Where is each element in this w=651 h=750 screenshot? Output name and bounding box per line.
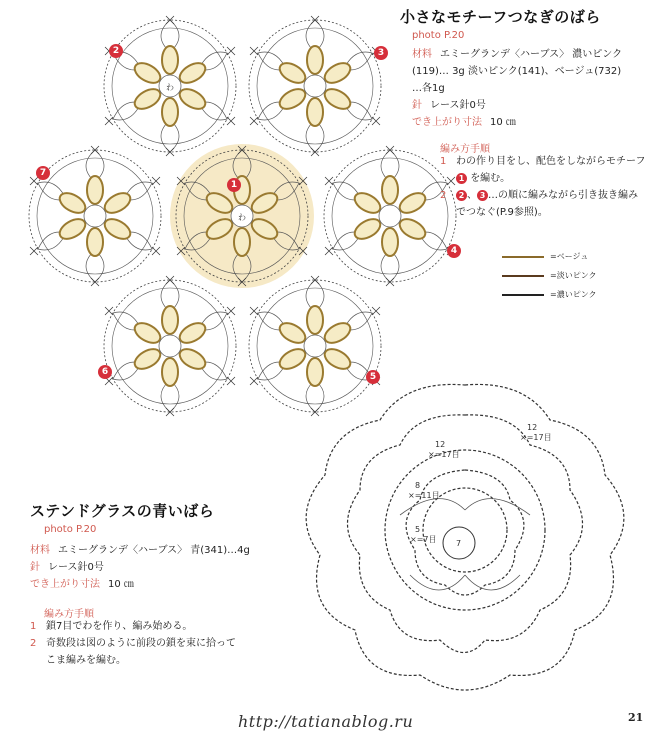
needle-value: レース針0号	[430, 100, 486, 111]
page-number: 21	[628, 711, 644, 724]
legend-swatch-light-pink	[502, 275, 544, 277]
motif-howto-title: 編み方手順	[440, 144, 490, 155]
stitch-count: ×=17目	[428, 450, 460, 459]
step-number: 1	[440, 156, 447, 167]
needle-label: 針	[30, 562, 40, 573]
round-label: 7	[456, 539, 462, 548]
rose-steps	[30, 618, 236, 669]
stitch-count: ×=11目	[408, 491, 440, 500]
needle-value: レース針0号	[48, 562, 104, 573]
legend-swatch-beige	[502, 256, 544, 258]
step-text: わの作り目をし、配色をしながらモチーフ	[456, 156, 646, 167]
step-number: 2	[440, 190, 447, 201]
materials-label: 材料	[412, 49, 432, 60]
step-text: こま編みを編む。	[46, 655, 126, 666]
size-value: 10 ㎝	[108, 579, 134, 590]
center-label: わ	[238, 213, 246, 222]
join-marker: 5	[366, 370, 380, 384]
size-label: でき上がり寸法	[412, 117, 482, 128]
legend-label: =ベージュ	[550, 252, 589, 261]
materials-value: エミーグランデ〈ハーブス〉 濃いピンク	[440, 49, 623, 60]
materials-label: 材料	[30, 545, 50, 556]
motif-title: 小さなモチーフつなぎのばら	[400, 8, 601, 26]
materials-value: エミーグランデ〈ハーブス〉 青(341)…4g	[58, 545, 250, 556]
round-label: 12	[435, 440, 446, 449]
footer-url[interactable]: http://tatianablog.ru	[238, 712, 414, 731]
step-badge: 2	[456, 190, 467, 201]
legend-label: =濃いピンク	[550, 290, 597, 299]
rose-photo-ref: photo P.20	[44, 524, 97, 535]
join-marker: 3	[374, 46, 388, 60]
materials-value: (119)… 3g 淡いピンク(141)、ベージュ(732)	[412, 66, 622, 77]
legend-label: =淡いピンク	[550, 271, 597, 280]
size-label: でき上がり寸法	[30, 579, 100, 590]
round-label: 8	[415, 481, 421, 490]
step-number: 2	[30, 638, 37, 649]
step-number: 1	[30, 621, 37, 632]
step-text: 奇数段は図のように前段の鎖を束に拾って	[46, 638, 236, 649]
stitch-count: ×=7目	[410, 535, 437, 544]
motif-steps: 1 わの作り目をし、配色をしながらモチーフ 1 を編む。 2 2 、 3 …の順に編みながら引き抜き編み でつなぐ(P.9参照)。	[440, 153, 646, 221]
step-text: でつなぐ(P.9参照)。	[456, 207, 548, 218]
step-text: 鎖7目でわを作り、編み始める。	[46, 621, 193, 632]
needle-label: 針	[412, 100, 422, 111]
legend-swatch-dark-pink	[502, 294, 544, 296]
motif-materials	[412, 46, 622, 131]
join-marker: 4	[447, 244, 461, 258]
rose-diagram	[280, 375, 650, 705]
rose-howto-title: 編み方手順	[44, 609, 94, 620]
round-label: 12	[527, 423, 538, 432]
join-marker: 2	[109, 44, 123, 58]
round-label: 5	[415, 525, 421, 534]
step-text: …の順に編みながら引き抜き編み	[488, 190, 638, 201]
rose-title: ステンドグラスの青いばら	[30, 502, 215, 520]
join-marker: 6	[98, 365, 112, 379]
color-legend	[502, 247, 597, 304]
join-marker: 1	[227, 178, 241, 192]
center-label: わ	[166, 83, 174, 92]
step-badge: 3	[477, 190, 488, 201]
materials-value: …各1g	[412, 83, 445, 94]
join-marker: 7	[36, 166, 50, 180]
stitch-count: ×=17目	[520, 433, 552, 442]
size-value: 10 ㎝	[490, 117, 516, 128]
step-text: を編む。	[470, 173, 511, 184]
step-badge: 1	[456, 173, 467, 184]
rose-materials	[30, 542, 250, 593]
motif-photo-ref: photo P.20	[412, 30, 465, 41]
